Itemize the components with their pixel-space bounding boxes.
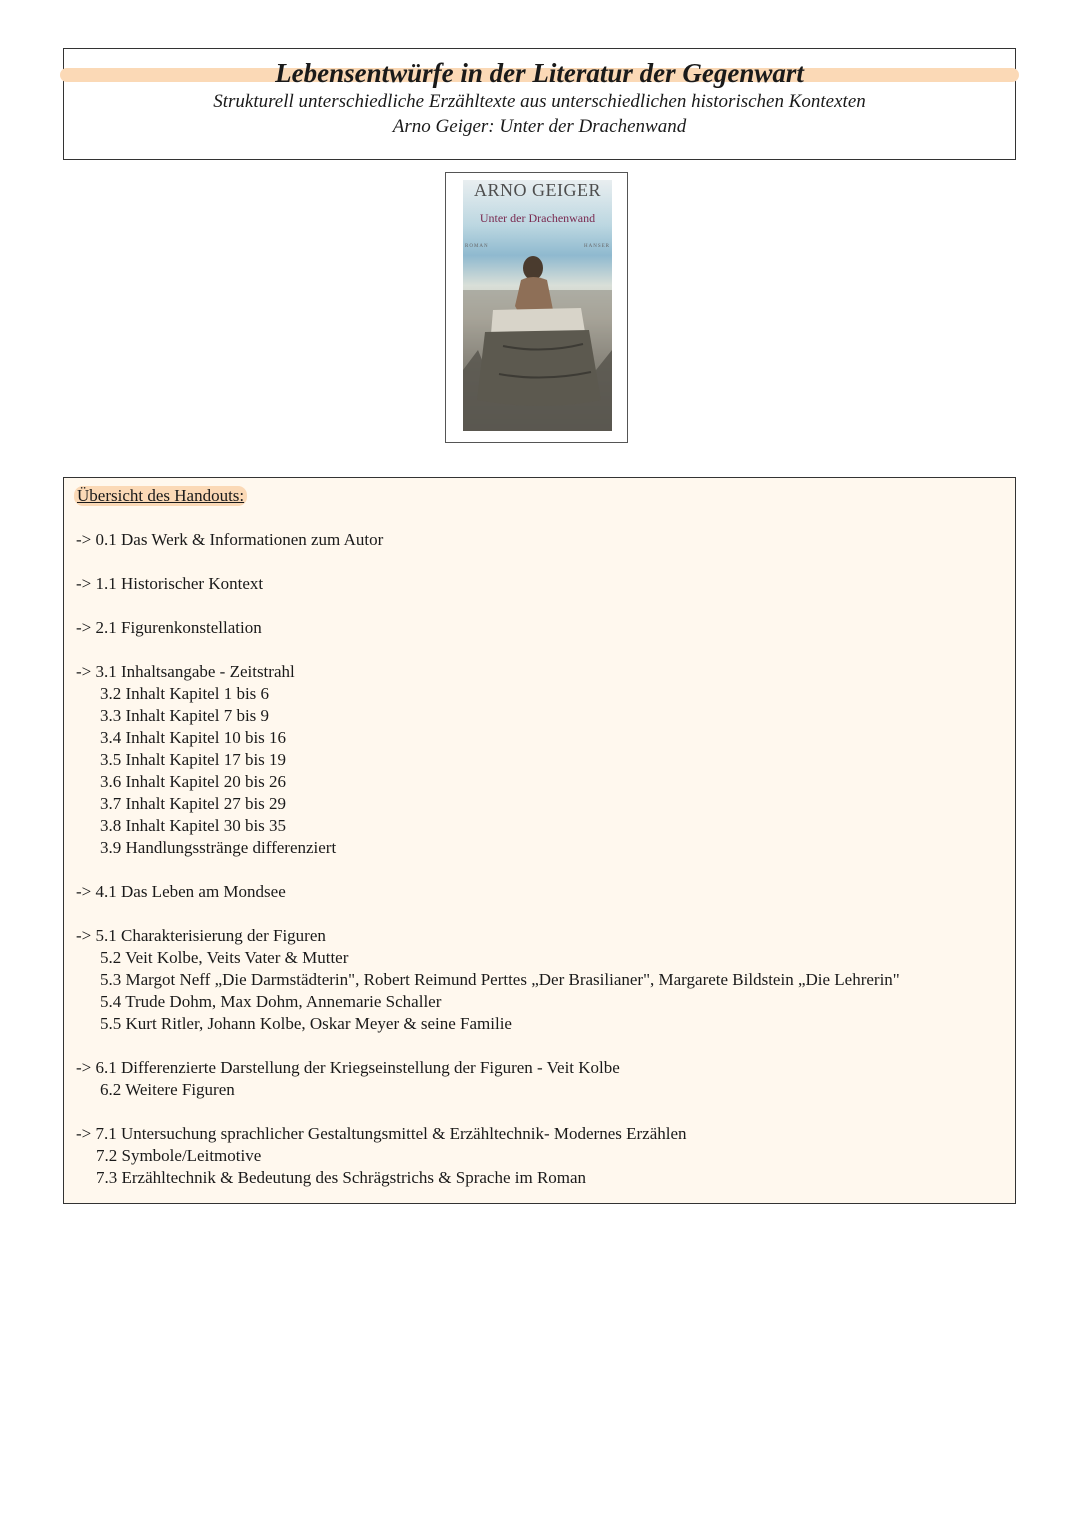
section-group: [76, 529, 900, 551]
section-entry: -> 1.1 Historischer Kontext: [76, 574, 264, 593]
cover-author: ARNO GEIGER: [474, 180, 601, 200]
book-cover-frame: [445, 172, 628, 443]
section-group: [76, 925, 900, 1035]
section-entry: -> 4.1 Das Leben am Mondsee: [76, 882, 286, 901]
subsection-entry: 3.4 Inhalt Kapitel 10 bis 16: [100, 728, 287, 747]
cover-genre: ROMAN: [465, 244, 489, 249]
section-entry: -> 2.1 Figurenkonstellation: [76, 618, 262, 637]
header-box: [63, 48, 1016, 160]
section-entry: -> 7.1 Untersuchung sprachlicher Gestaltungsmittel & Erzähltechnik- Modernes Erzählen: [76, 1124, 687, 1143]
subsection-entry: 7.3 Erzähltechnik & Bedeutung des Schrägstrichs & Sprache im Roman: [96, 1168, 587, 1187]
section-entry: -> 5.1 Charakterisierung der Figuren: [76, 926, 326, 945]
page-subtitle: Strukturell unterschiedliche Erzähltexte aus unterschiedlichen historischen Kontexten: [213, 91, 866, 112]
section-entry: -> 6.1 Differenzierte Darstellung der Kriegseinstellung der Figuren - Veit Kolbe: [76, 1058, 620, 1077]
cover-photo-figure: [463, 250, 612, 431]
work-title: Arno Geiger: Unter der Drachenwand: [392, 116, 687, 137]
subsection-entry: 3.5 Inhalt Kapitel 17 bis 19: [100, 750, 287, 769]
page-title: Lebensentwürfe in der Literatur der Gegenwart: [275, 58, 804, 88]
subsection-entry: 5.3 Margot Neff „Die Darmstädterin", Robert Reimund Perttes „Der Brasilianer", Margarete Bildstein „Die Lehrerin": [100, 970, 900, 989]
handout-overview: [63, 477, 1016, 1204]
subsection-entry: 3.8 Inhalt Kapitel 30 bis 35: [100, 816, 287, 835]
subsection-entry: 5.5 Kurt Ritler, Johann Kolbe, Oskar Meyer & seine Familie: [100, 1014, 512, 1033]
section-group: [76, 573, 900, 595]
subsection-entry: 5.2 Veit Kolbe, Veits Vater & Mutter: [100, 948, 349, 967]
section-group: [76, 1123, 900, 1189]
section-entry: -> 3.1 Inhaltsangabe - Zeitstrahl: [76, 662, 295, 681]
section-group: [76, 881, 900, 903]
section-group: [76, 617, 900, 639]
overview-entries: [76, 529, 900, 1211]
subsection-entry: 5.4 Trude Dohm, Max Dohm, Annemarie Schaller: [100, 992, 442, 1011]
subsection-entry: 3.2 Inhalt Kapitel 1 bis 6: [100, 684, 270, 703]
section-group: [76, 1057, 900, 1101]
section-group: [76, 661, 900, 859]
subsection-entry: 6.2 Weitere Figuren: [100, 1080, 235, 1099]
book-cover-image: [463, 180, 612, 431]
section-entry: -> 0.1 Das Werk & Informationen zum Autor: [76, 530, 384, 549]
overview-title: Übersicht des Handouts:: [74, 486, 247, 506]
subsection-entry: 7.2 Symbole/Leitmotive: [96, 1146, 262, 1165]
cover-publisher: HANSER: [583, 244, 610, 249]
cover-book-title: Unter der Drachenwand: [479, 211, 596, 225]
subsection-entry: 3.9 Handlungsstränge differenziert: [100, 838, 337, 857]
subsection-entry: 3.6 Inhalt Kapitel 20 bis 26: [100, 772, 287, 791]
subsection-entry: 3.7 Inhalt Kapitel 27 bis 29: [100, 794, 287, 813]
subsection-entry: 3.3 Inhalt Kapitel 7 bis 9: [100, 706, 270, 725]
